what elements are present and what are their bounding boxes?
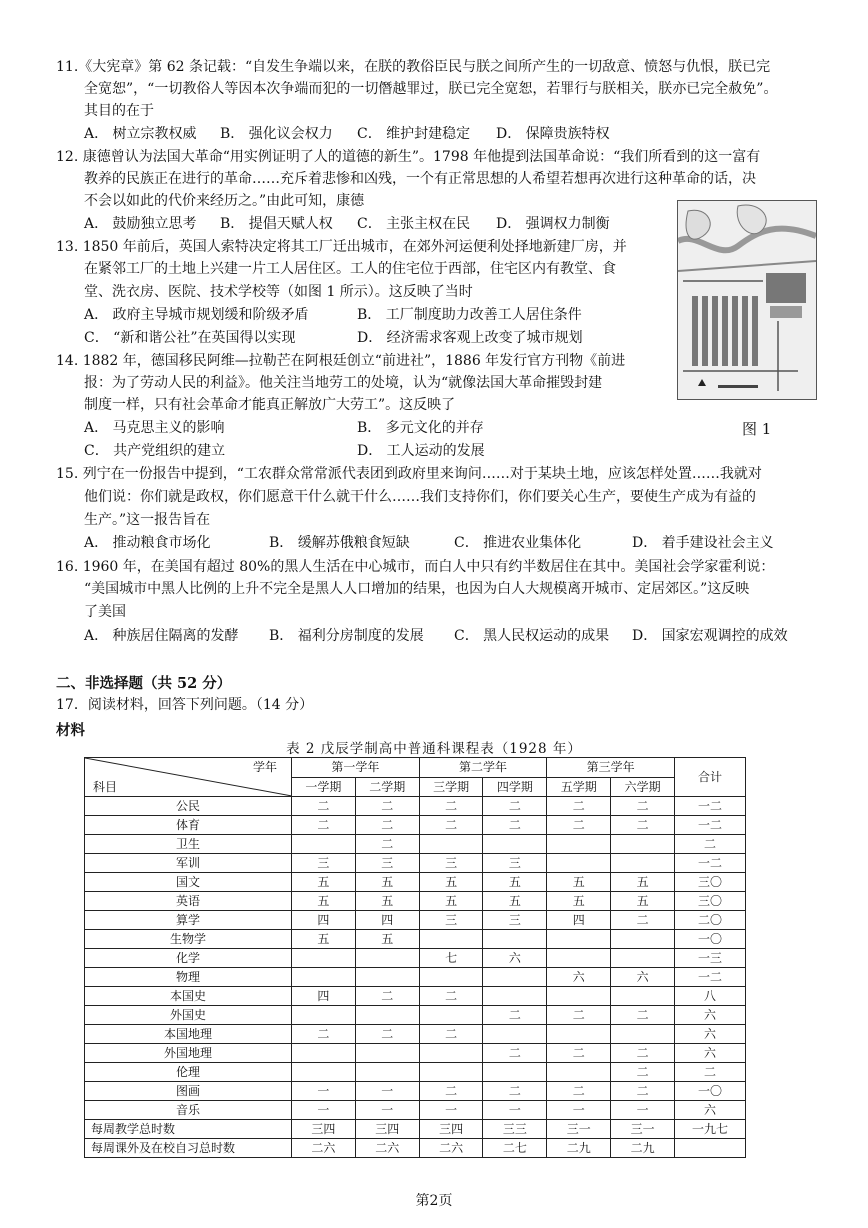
hours-cell [547, 987, 611, 1006]
hours-cell [611, 1025, 675, 1044]
q14-option-a: A． 马克思主义的影响 [84, 420, 225, 436]
total-cell: 一〇 [675, 930, 746, 949]
hours-cell: 二 [547, 797, 611, 816]
term-4-header: 四学期 [483, 777, 547, 797]
table-row [85, 1139, 746, 1158]
q12-line-3: 不会以如此的代价来经历之。”由此可知，康德 [84, 193, 365, 209]
q12-option-b: B． 提倡天赋人权 [220, 216, 333, 232]
hours-cell: 三 [419, 854, 483, 873]
q12-option-d: D． 强调权力制衡 [496, 216, 610, 232]
hours-cell [419, 835, 483, 854]
total-cell: 六 [675, 1025, 746, 1044]
total-cell: 一二 [675, 797, 746, 816]
hours-cell: 六 [547, 968, 611, 987]
hours-cell: 五 [292, 930, 356, 949]
table-row [85, 797, 746, 816]
total-cell: 一〇 [675, 1082, 746, 1101]
hours-cell: 五 [611, 873, 675, 892]
year-2-header: 第二学年 [419, 758, 547, 778]
term-1-header: 一学期 [292, 777, 356, 797]
hours-cell: 五 [292, 873, 356, 892]
hours-cell [611, 949, 675, 968]
hours-cell [419, 1044, 483, 1063]
material-label: 材料 [56, 722, 85, 739]
figure-1-map [677, 200, 817, 400]
q16-line-2: “美国城市中黑人比例的上升不完全是黑人人口增加的结果，也因为白人大规模离开城市、定居郊区。”这反映 [84, 581, 750, 597]
hours-cell: 四 [292, 987, 356, 1006]
hours-cell: 一 [355, 1082, 419, 1101]
hours-cell [611, 987, 675, 1006]
hours-cell: 一 [547, 1101, 611, 1120]
subject-cell: 图画 [85, 1082, 292, 1101]
hours-cell [483, 835, 547, 854]
hours-cell: 二六 [355, 1139, 419, 1158]
subject-cell: 化学 [85, 949, 292, 968]
hours-cell: 二 [355, 797, 419, 816]
hours-cell: 二七 [483, 1139, 547, 1158]
q11-line-2: 全宽恕”，“一切教俗人等因本次争端而犯的一切僭越罪过，朕已完全宽恕，若罪行与朕相关，朕亦已完全赦免”。 [84, 81, 778, 97]
hours-cell: 二九 [611, 1139, 675, 1158]
q16-option-d: D． 国家宏观调控的成效 [632, 628, 788, 644]
year-3-header: 第三学年 [547, 758, 675, 778]
q13-option-b: B． 工厂制度助力改善工人居住条件 [357, 307, 582, 323]
table-row [85, 1120, 746, 1139]
q16-line-3: 了美国 [84, 604, 126, 620]
table-row [85, 854, 746, 873]
total-cell: 一三 [675, 949, 746, 968]
hours-cell: 三四 [355, 1120, 419, 1139]
hours-cell: 二 [419, 797, 483, 816]
hours-cell: 二 [611, 816, 675, 835]
table-row [85, 949, 746, 968]
hours-cell [419, 1006, 483, 1025]
hours-cell: 二 [483, 1082, 547, 1101]
subject-cell: 本国地理 [85, 1025, 292, 1044]
hours-cell: 五 [419, 892, 483, 911]
hours-cell: 二 [419, 987, 483, 1006]
hours-cell [355, 1044, 419, 1063]
hours-cell: 二 [292, 816, 356, 835]
q14-option-b: B． 多元文化的并存 [357, 420, 484, 436]
subject-cell: 伦理 [85, 1063, 292, 1082]
table-row [85, 911, 746, 930]
hours-cell: 三 [419, 911, 483, 930]
hours-cell: 三 [483, 854, 547, 873]
q13-option-d: D． 经济需求客观上改变了城市规划 [357, 330, 583, 346]
hours-cell: 二 [611, 1044, 675, 1063]
table-caption: 表 2 戊辰学制高中普通科课程表（1928 年） [286, 741, 582, 757]
q15-option-d: D． 着手建设社会主义 [632, 535, 774, 551]
table-row [85, 1044, 746, 1063]
hours-cell: 二 [483, 1006, 547, 1025]
hours-cell: 四 [547, 911, 611, 930]
total-cell: 一二 [675, 816, 746, 835]
hours-cell: 六 [611, 968, 675, 987]
hours-cell: 二 [547, 816, 611, 835]
hours-cell [547, 930, 611, 949]
hours-cell: 五 [419, 873, 483, 892]
subject-cell: 算学 [85, 911, 292, 930]
hours-cell [483, 968, 547, 987]
total-cell: 二 [675, 1063, 746, 1082]
hours-cell: 二 [355, 816, 419, 835]
subject-cell: 国文 [85, 873, 292, 892]
hours-cell [611, 854, 675, 873]
hours-cell: 五 [292, 892, 356, 911]
hours-cell: 二 [547, 1006, 611, 1025]
hours-cell: 二九 [547, 1139, 611, 1158]
hours-cell [547, 854, 611, 873]
table-row [85, 1101, 746, 1120]
hours-cell [483, 987, 547, 1006]
q14-option-c: C． 共产党组织的建立 [84, 443, 226, 459]
hours-cell: 五 [483, 873, 547, 892]
q12-option-a: A． 鼓励独立思考 [84, 216, 197, 232]
term-3-header: 三学期 [419, 777, 483, 797]
q13-option-c: C． “新和谐公社”在英国得以实现 [84, 330, 296, 346]
figure-1-caption: 图 1 [742, 420, 772, 438]
total-cell: 二 [675, 835, 746, 854]
q14-line-2: 报：为了劳动人民的利益》。他关注当地劳工的处境，认为“就像法国大革命摧毁封建 [84, 375, 603, 391]
total-cell: 三〇 [675, 873, 746, 892]
curriculum-table [84, 757, 746, 1158]
q14-line-3: 制度一样，只有社会革命才能真正解放广大劳工”。这反映了 [84, 397, 456, 413]
hours-cell [419, 1063, 483, 1082]
table-row [85, 835, 746, 854]
hours-cell: 二 [419, 816, 483, 835]
hours-cell [292, 1006, 356, 1025]
total-cell: 一九七 [675, 1120, 746, 1139]
hours-cell: 三三 [483, 1120, 547, 1139]
q11-line-3: 其目的在于 [84, 103, 154, 119]
hours-cell: 二 [419, 1082, 483, 1101]
q15-option-b: B． 缓解苏俄粮食短缺 [269, 535, 410, 551]
hours-cell: 二 [611, 1082, 675, 1101]
hours-cell [292, 968, 356, 987]
hours-cell [483, 1063, 547, 1082]
hours-cell: 四 [292, 911, 356, 930]
hours-cell [419, 968, 483, 987]
hours-cell: 二六 [419, 1139, 483, 1158]
q11-option-b: B． 强化议会权力 [220, 126, 333, 142]
hours-cell: 二 [611, 1063, 675, 1082]
hours-cell [547, 949, 611, 968]
total-cell [675, 1139, 746, 1158]
hours-cell: 二 [483, 816, 547, 835]
total-cell: 八 [675, 987, 746, 1006]
q11-option-a: A． 树立宗教权威 [84, 126, 197, 142]
hours-cell [419, 930, 483, 949]
total-header: 合计 [675, 758, 746, 797]
q13-line-3: 堂、洗衣房、医院、技术学校等（如图 1 所示）。这反映了当时 [84, 284, 473, 300]
q15-line-1: 15. 列宁在一份报告中提到，“工农群众常常派代表团到政府里来询问……对于某块土地，应该怎样处置……我就对 [56, 466, 762, 482]
q15-option-a: A． 推动粮食市场化 [84, 535, 211, 551]
subject-cell: 每周课外及在校自习总时数 [85, 1139, 292, 1158]
subject-cell: 本国史 [85, 987, 292, 1006]
total-cell: 三〇 [675, 892, 746, 911]
table-row [85, 1063, 746, 1082]
hours-cell: 二 [355, 1025, 419, 1044]
q13-option-a: A． 政府主导城市规划缓和阶级矛盾 [84, 307, 309, 323]
q12-option-c: C． 主张主权在民 [357, 216, 471, 232]
section-2-title: 二、非选择题（共 52 分） [56, 675, 232, 692]
total-cell: 一二 [675, 968, 746, 987]
hours-cell: 二 [292, 797, 356, 816]
hours-cell: 三四 [292, 1120, 356, 1139]
hours-cell [355, 1006, 419, 1025]
total-cell: 六 [675, 1006, 746, 1025]
q16-option-b: B． 福利分房制度的发展 [269, 628, 424, 644]
term-2-header: 二学期 [355, 777, 419, 797]
hours-cell: 一 [292, 1082, 356, 1101]
site-plan-map [678, 201, 816, 399]
hours-cell: 三一 [611, 1120, 675, 1139]
q13-line-1: 13. 1850 年前后，英国人索特决定将其工厂迁出城市，在郊外河运便利处择地新建厂房，并 [56, 239, 627, 255]
hours-cell: 二 [611, 1006, 675, 1025]
q12-line-2: 教养的民族正在进行的革命……充斥着悲惨和凶残，一个有正常思想的人希望若想再次进行这种革命的话，决 [84, 171, 756, 187]
subject-cell: 每周教学总时数 [85, 1120, 292, 1139]
total-cell: 二〇 [675, 911, 746, 930]
hours-cell [292, 949, 356, 968]
hours-cell [483, 930, 547, 949]
hours-cell: 二 [419, 1025, 483, 1044]
subject-cell: 外国地理 [85, 1044, 292, 1063]
hours-cell [611, 835, 675, 854]
subject-cell: 卫生 [85, 835, 292, 854]
hours-cell: 二 [547, 1082, 611, 1101]
table-row [85, 987, 746, 1006]
q12-line-1: 12. 康德曾认为法国大革命“用实例证明了人的道德的新生”。1798 年他提到法国革命说：“我们所看到的这一富有 [56, 149, 761, 165]
table-row [85, 1006, 746, 1025]
hours-cell: 五 [547, 873, 611, 892]
hours-cell [292, 835, 356, 854]
hours-cell: 五 [611, 892, 675, 911]
hours-cell: 二 [611, 911, 675, 930]
q11-option-c: C． 维护封建稳定 [357, 126, 471, 142]
hours-cell [355, 968, 419, 987]
hours-cell: 三四 [419, 1120, 483, 1139]
subject-cell: 物理 [85, 968, 292, 987]
q14-line-1: 14. 1882 年，德国移民阿维—拉勒芒在阿根廷创立“前进社”，1886 年发行官方刊物《前进 [56, 353, 626, 369]
table-row [85, 968, 746, 987]
page-number: 第2页 [415, 1193, 453, 1209]
subject-cell: 军训 [85, 854, 292, 873]
hours-cell: 二 [355, 835, 419, 854]
subject-cell: 生物学 [85, 930, 292, 949]
subject-cell: 公民 [85, 797, 292, 816]
hours-cell: 三 [292, 854, 356, 873]
hours-cell: 二 [611, 797, 675, 816]
table-row [85, 1082, 746, 1101]
hours-cell [355, 1063, 419, 1082]
total-cell: 六 [675, 1101, 746, 1120]
hours-cell [292, 1044, 356, 1063]
term-6-header: 六学期 [611, 777, 675, 797]
year-1-header: 第一学年 [292, 758, 420, 778]
subject-cell: 音乐 [85, 1101, 292, 1120]
table-row [85, 1025, 746, 1044]
hours-cell: 二 [483, 1044, 547, 1063]
subject-cell: 英语 [85, 892, 292, 911]
hours-cell [292, 1063, 356, 1082]
q13-line-2: 在紧邻工厂的土地上兴建一片工人居住区。工人的住宅位于西部，住宅区内有教堂、食 [84, 261, 616, 277]
table-corner-cell [85, 758, 292, 797]
hours-cell [547, 1025, 611, 1044]
q16-option-c: C． 黑人民权运动的成果 [454, 628, 610, 644]
hours-cell: 五 [355, 892, 419, 911]
hours-cell: 三一 [547, 1120, 611, 1139]
corner-subject-label: 科目 [93, 780, 118, 794]
hours-cell: 三 [483, 911, 547, 930]
hours-cell: 五 [483, 892, 547, 911]
hours-cell [547, 1063, 611, 1082]
hours-cell [355, 949, 419, 968]
q15-line-3: 生产。”这一报告旨在 [84, 512, 211, 528]
hours-cell: 二 [292, 1025, 356, 1044]
hours-cell [547, 835, 611, 854]
total-cell: 六 [675, 1044, 746, 1063]
hours-cell: 一 [355, 1101, 419, 1120]
q14-option-d: D． 工人运动的发展 [357, 443, 485, 459]
q15-option-c: C． 推进农业集体化 [454, 535, 582, 551]
q15-line-2: 他们说：你们就是政权，你们愿意干什么就干什么……我们支持你们，你们要关心生产，要使生产成为有益的 [84, 489, 756, 505]
hours-cell: 二 [547, 1044, 611, 1063]
hours-cell: 一 [483, 1101, 547, 1120]
hours-cell [611, 930, 675, 949]
table-row [85, 892, 746, 911]
hours-cell: 七 [419, 949, 483, 968]
hours-cell: 六 [483, 949, 547, 968]
hours-cell [483, 1025, 547, 1044]
hours-cell: 二 [483, 797, 547, 816]
subject-cell: 体育 [85, 816, 292, 835]
q11-line-1: 11.《大宪章》第 62 条记载：“自发生争端以来，在朕的教俗臣民与朕之间所产生的一切敌意、愤怒与仇恨，朕已完 [56, 59, 771, 75]
q11-option-d: D． 保障贵族特权 [496, 126, 610, 142]
hours-cell: 五 [547, 892, 611, 911]
table-row [85, 930, 746, 949]
hours-cell: 四 [355, 911, 419, 930]
term-5-header: 五学期 [547, 777, 611, 797]
hours-cell: 一 [611, 1101, 675, 1120]
subject-cell: 外国史 [85, 1006, 292, 1025]
hours-cell: 一 [419, 1101, 483, 1120]
corner-year-label: 学年 [252, 760, 277, 774]
hours-cell: 二 [355, 987, 419, 1006]
hours-cell: 五 [355, 873, 419, 892]
q16-line-1: 16. 1960 年，在美国有超过 80%的黑人生活在中心城市，而白人中只有约半数居住在其中。美国社会学家霍利说： [56, 559, 775, 575]
hours-cell: 一 [292, 1101, 356, 1120]
hours-cell: 三 [355, 854, 419, 873]
q17-prompt: 17．阅读材料，回答下列问题。（14 分） [56, 697, 314, 713]
hours-cell: 二六 [292, 1139, 356, 1158]
total-cell: 一二 [675, 854, 746, 873]
hours-cell: 五 [355, 930, 419, 949]
table-row [85, 873, 746, 892]
table-row [85, 816, 746, 835]
q16-option-a: A． 种族居住隔离的发酵 [84, 628, 239, 644]
